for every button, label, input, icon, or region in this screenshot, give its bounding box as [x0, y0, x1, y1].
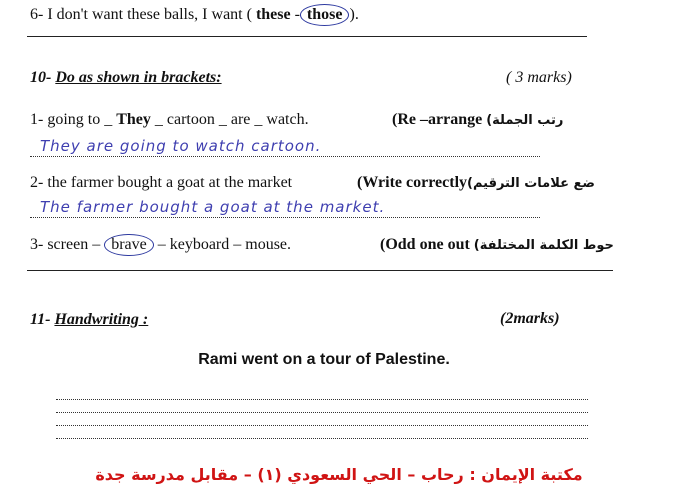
item-3-prompt-start: 3- screen –: [30, 236, 105, 253]
section-11-heading: Handwriting :: [54, 311, 149, 328]
item-3-instruction-ar: حوط الكلمة المختلفة): [473, 238, 614, 253]
item-1-instruction-en: (Re –arrange: [392, 111, 483, 128]
item-2-answer-line: [30, 217, 540, 218]
item-3-instruction-en: (Odd one out: [380, 236, 470, 253]
item-1-instruction: [392, 111, 563, 129]
section-10-title: [30, 69, 222, 87]
item-2-instruction: [357, 174, 595, 192]
section-10-heading: Do as shown in brackets:: [55, 69, 222, 86]
item-1-instruction-ar: رتب الجملة): [486, 113, 564, 128]
item-3-instruction: [380, 236, 614, 254]
item-2-instruction-en: (Write correctly: [357, 174, 468, 191]
item-1-answer-handwritten: They are going to watch cartoon.: [40, 137, 322, 155]
footer-bookstore: مكتبة الإيمان : رحاب – الحي السعودي (١) – مقابل مدرسة جدة: [95, 465, 583, 484]
q6-text-after: ).: [349, 6, 359, 23]
handwriting-line-2: [56, 412, 588, 413]
section-10-number: 10-: [30, 69, 56, 86]
section-11-marks: (2marks): [500, 310, 560, 327]
q6-text-before: 6- I don't want these balls, I want (: [30, 6, 256, 23]
section-10-marks: ( 3 marks): [506, 69, 572, 86]
handwriting-sentence: Rami went on a tour of Palestine.: [198, 351, 450, 368]
item-3-prompt: [30, 234, 291, 256]
divider-middle: [27, 270, 613, 271]
item-1-prompt-end: _ cartoon _ are _ watch.: [150, 111, 309, 128]
q6-option-these: these: [255, 6, 291, 23]
item-1-prompt-start: 1- going to _: [30, 111, 117, 128]
question-6: [30, 4, 359, 26]
item-3-circled-answer: brave: [104, 234, 154, 256]
item-3-prompt-end: – keyboard – mouse.: [153, 236, 292, 253]
item-2-prompt: 2- the farmer bought a goat at the market: [30, 174, 293, 191]
q6-circled-answer: those: [300, 4, 350, 26]
handwriting-line-3: [56, 425, 588, 426]
handwriting-line-1: [56, 399, 588, 400]
item-1-answer-line: [30, 156, 540, 157]
section-11-title: [30, 311, 148, 329]
item-2-answer-handwritten: The farmer bought a goat at the market.: [40, 198, 386, 216]
item-1-bold-word: They: [116, 111, 151, 128]
handwriting-line-4: [56, 438, 588, 439]
section-11-number: 11-: [30, 311, 55, 328]
item-2-instruction-ar: ضع علامات الترقيم): [467, 176, 595, 191]
q6-separator: -: [290, 6, 300, 23]
item-1-prompt: [30, 111, 309, 129]
divider-top: [27, 36, 587, 37]
